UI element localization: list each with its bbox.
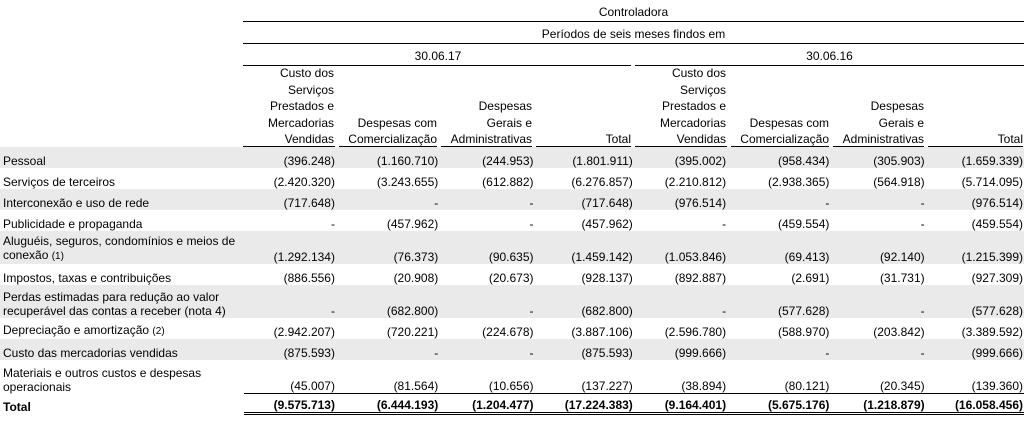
value-cell: (2.691) (791, 271, 830, 285)
col-header-line: Prestados e (269, 99, 334, 113)
value-cell: - (830, 339, 925, 360)
table-row (0, 189, 1024, 210)
total-value-cell: (6.444.193) (336, 394, 439, 414)
value-cell: (203.842) (873, 325, 925, 339)
value-cell: (395.002) (634, 147, 727, 168)
value-cell: (69.413) (727, 231, 830, 264)
col-header-line: Total (605, 132, 631, 146)
value-cell: (682.800) (336, 285, 439, 318)
value-cell: (886.556) (283, 271, 335, 285)
col-header-line: Vendidas (284, 132, 334, 146)
value-cell: (459.554) (971, 217, 1023, 231)
value-cell: (564.918) (873, 175, 925, 189)
row-label-text: Pessoal (3, 154, 46, 168)
row-note: (1) (51, 251, 64, 262)
value-cell: (3.887.106) (571, 325, 633, 339)
entity-rule (243, 21, 1024, 22)
row-label-text: Custo das mercadorias vendidas (3, 346, 178, 360)
total-value-cell: (1.218.879) (830, 394, 925, 414)
row-label (0, 318, 244, 339)
col-header-line: Gerais e (878, 115, 924, 130)
row-label (0, 210, 244, 231)
date-2016-header: 30.06.16 (806, 49, 853, 63)
period-header: Períodos de seis meses findos em (541, 27, 726, 41)
value-cell: (588.970) (778, 325, 830, 339)
expenses-table (0, 147, 1024, 415)
value-cell: (682.800) (535, 285, 634, 318)
col-header-line: Serviços (287, 82, 334, 97)
value-cell: (45.007) (290, 379, 335, 393)
row-label (0, 285, 244, 318)
value-cell: (2.938.365) (767, 175, 830, 189)
value-cell: - (727, 189, 830, 210)
value-cell: - (244, 285, 336, 318)
value-cell: (76.373) (336, 231, 439, 264)
value-cell: (999.666) (634, 339, 727, 360)
table-row (0, 318, 1024, 339)
value-cell: (305.903) (830, 147, 925, 168)
total-value-cell: (9.575.713) (244, 394, 336, 414)
table-row (0, 231, 1024, 264)
row-label (0, 264, 244, 285)
value-cell: (92.140) (830, 231, 925, 264)
col-header-line: Total (997, 132, 1023, 146)
row-label-text: Interconexão e uso de rede (3, 196, 150, 210)
value-cell: (1.801.911) (535, 147, 634, 168)
value-cell: (3.389.592) (961, 325, 1023, 339)
value-cell: (20.908) (393, 271, 439, 285)
value-cell: (1.659.339) (926, 147, 1024, 168)
value-cell: (1.215.399) (926, 231, 1024, 264)
value-cell: (2.210.812) (664, 175, 727, 189)
col-header-line: Prestados e (661, 99, 726, 113)
table-row (0, 147, 1024, 168)
col-header-line: Vendidas (676, 132, 726, 146)
value-cell: - (727, 339, 830, 360)
col-header-line: Comercialização (348, 132, 437, 146)
total-value-cell: (17.224.383) (535, 394, 634, 414)
row-label (0, 168, 244, 189)
col-header-line: Administrativas (450, 132, 532, 146)
col-header-selling-2017 (336, 115, 437, 148)
value-cell: (720.221) (386, 325, 439, 339)
col-header-line: Custo dos (279, 66, 334, 80)
value-cell: (81.564) (393, 379, 439, 393)
table-row (0, 285, 1024, 318)
value-cell: (5.714.095) (961, 175, 1023, 189)
col-header-line: Despesas (870, 99, 924, 113)
total-row (0, 394, 1024, 414)
value-cell: (892.887) (674, 271, 727, 285)
value-cell: (457.962) (581, 217, 633, 231)
col-header-cost-2017 (243, 65, 334, 148)
value-cell: (224.678) (482, 325, 534, 339)
row-label-text: Materiais e outros custos e despesas operacionais (3, 365, 202, 394)
value-cell: (577.628) (926, 285, 1024, 318)
total-value-cell: (9.164.401) (634, 394, 727, 414)
table-row (0, 168, 1024, 189)
col-header-selling-2016 (728, 115, 829, 148)
value-cell: - (336, 339, 439, 360)
col-header-admin-2017 (439, 98, 532, 148)
value-cell: - (336, 189, 439, 210)
table-row (0, 339, 1024, 360)
row-label-text: Serviços de terceiros (3, 175, 116, 189)
value-cell: - (330, 217, 335, 231)
value-cell: (875.593) (244, 339, 336, 360)
value-cell: (31.731) (879, 271, 925, 285)
value-cell: (875.593) (535, 339, 634, 360)
table-row (0, 210, 1024, 231)
col-header-line: Despesas (478, 99, 532, 113)
row-label (0, 231, 244, 264)
total-value-cell: (5.675.176) (727, 394, 830, 414)
value-cell: (457.962) (386, 217, 439, 231)
value-cell: (1.459.142) (535, 231, 634, 264)
value-cell: (137.227) (581, 379, 633, 393)
value-cell: (2.596.780) (664, 325, 727, 339)
value-cell: (20.673) (488, 271, 534, 285)
col-header-line: Despesas com (749, 115, 829, 130)
date-2017-header: 30.06.17 (414, 49, 462, 63)
col-header-admin-2016 (831, 98, 924, 148)
value-cell: (396.248) (244, 147, 336, 168)
value-cell: (1.160.710) (336, 147, 439, 168)
value-cell: (958.434) (727, 147, 830, 168)
value-cell: (80.121) (784, 379, 830, 393)
value-cell: - (439, 339, 534, 360)
col-header-line: Despesas com (357, 115, 437, 130)
value-cell: (2.420.320) (273, 175, 335, 189)
value-cell: (928.137) (581, 271, 633, 285)
col-header-line: Mercadorias (659, 115, 726, 130)
value-cell: (139.360) (971, 379, 1023, 393)
col-header-line: Administrativas (842, 132, 924, 146)
col-header-line: Mercadorias (267, 115, 334, 130)
row-label-text: Aluguéis, seguros, condomínios e meios de conexão (3, 234, 236, 262)
value-cell: (459.554) (778, 217, 830, 231)
value-cell: (577.628) (727, 285, 830, 318)
value-cell: (976.514) (634, 189, 727, 210)
row-label (0, 339, 244, 360)
row-label (0, 147, 244, 168)
row-label-text: Impostos, taxas e contribuições (3, 271, 172, 285)
col-header-line: Serviços (679, 82, 726, 97)
value-cell: (717.648) (535, 189, 634, 210)
total-label: Total (3, 399, 31, 414)
row-note: (2) (152, 326, 165, 337)
table-row (0, 264, 1024, 285)
value-cell: (999.666) (926, 339, 1024, 360)
value-cell: - (634, 285, 727, 318)
row-label-text: Depreciação e amortização (3, 323, 150, 337)
col-header-line: Comercialização (740, 132, 829, 146)
value-cell: (927.309) (971, 271, 1023, 285)
value-cell: - (722, 217, 727, 231)
value-cell: - (920, 217, 925, 231)
table-body (0, 147, 1024, 414)
entity-header: Controladora (598, 5, 669, 19)
row-label-text: Perdas estimadas para redução ao valor recuperável das contas a receber (nota 4) (3, 290, 226, 318)
value-cell: (1.053.846) (634, 231, 727, 264)
value-cell: (1.292.134) (244, 231, 336, 264)
value-cell: (90.635) (439, 231, 534, 264)
col-header-line: Custo dos (671, 66, 726, 80)
row-label-text: Publicidade e propaganda (3, 217, 143, 231)
value-cell: - (529, 217, 534, 231)
value-cell: (976.514) (926, 189, 1024, 210)
value-cell: - (439, 189, 534, 210)
value-cell: (612.882) (482, 175, 534, 189)
value-cell: (2.942.207) (273, 325, 335, 339)
col-header-cost-2016 (635, 65, 726, 148)
total-value-cell: (1.204.477) (439, 394, 534, 414)
value-cell: (717.648) (244, 189, 336, 210)
value-cell: (10.656) (488, 379, 534, 393)
value-cell: - (830, 189, 925, 210)
period-rule (243, 43, 1024, 44)
value-cell: - (439, 285, 534, 318)
value-cell: (20.345) (879, 379, 925, 393)
row-label (0, 189, 244, 210)
table-row (0, 360, 1024, 394)
value-cell: (6.276.857) (571, 175, 633, 189)
value-cell: (38.894) (681, 379, 727, 393)
total-value-cell: (16.058.456) (926, 394, 1024, 414)
value-cell: - (830, 285, 925, 318)
col-header-line: Gerais e (486, 115, 532, 130)
value-cell: (3.243.655) (376, 175, 439, 189)
row-label (0, 360, 244, 394)
value-cell: (244.953) (439, 147, 534, 168)
